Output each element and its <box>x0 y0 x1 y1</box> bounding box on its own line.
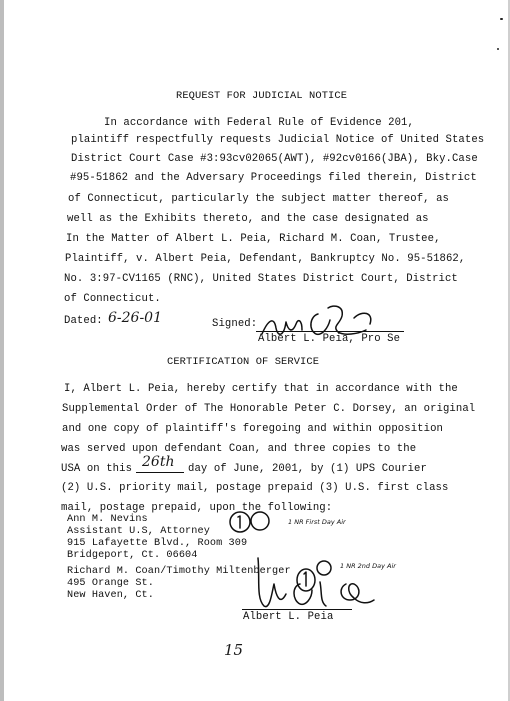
paragraph-line: well as the Exhibits thereto, and the case designated as <box>67 213 429 225</box>
handwritten-delivery-note: 1 NR 2nd Day Air <box>340 562 396 570</box>
paragraph-line: No. 3:97-CV1165 (RNC), United States District Court, District <box>64 273 458 285</box>
recipient-line: 915 Lafayette Blvd., Room 309 <box>67 538 248 549</box>
recipient-line: Assistant U.S, Attorney <box>67 526 210 537</box>
handwritten-day: 26th <box>142 454 175 470</box>
handwritten-date: 6-26-01 <box>108 310 162 326</box>
certification-line: Supplemental Order of The Honorable Peter C. Dorsey, an original <box>62 403 476 415</box>
certification-line-end: day of June, 2001, by (1) UPS Courier <box>188 463 427 475</box>
recipient-line: Richard M. Coan/Timothy Miltenberger <box>67 566 291 577</box>
paragraph-line: of Connecticut, particularly the subject matter thereof, as <box>68 193 449 205</box>
certification-line: (2) U.S. priority mail, postage prepaid (3) U.S. first class <box>61 482 449 494</box>
scan-speck <box>497 48 499 50</box>
day-blank-line <box>136 472 184 473</box>
certification-line: I, Albert L. Peia, hereby certify that in accordance with the <box>64 383 458 395</box>
paragraph-line: #95-51862 and the Adversary Proceedings filed therein, District <box>70 172 477 184</box>
dated-label: Dated: <box>64 315 103 327</box>
paragraph-line: In accordance with Federal Rule of Evidence 201, <box>104 117 414 129</box>
signer-name: Albert L. Peia <box>243 611 334 623</box>
signature-mark <box>250 548 380 618</box>
delivery-annotation-mark <box>226 508 286 538</box>
scan-speck <box>500 18 503 20</box>
recipient-line: New Haven, Ct. <box>67 590 154 601</box>
page-number: 15 <box>224 641 244 659</box>
certification-line: was served upon defendant Coan, and three copies to the <box>61 443 417 455</box>
recipient-line: Bridgeport, Ct. 06604 <box>67 550 198 561</box>
paragraph-line: Plaintiff, v. Albert Peia, Defendant, Bankruptcy No. 95-51862, <box>65 253 466 265</box>
signer-name-pro-se: Albert L. Peia, Pro Se <box>258 333 401 345</box>
certification-title: CERTIFICATION OF SERVICE <box>167 356 320 368</box>
recipient-line: 495 Orange St. <box>67 578 154 589</box>
paragraph-line: of Connecticut. <box>64 293 161 305</box>
handwritten-delivery-note: 1 NR First Day Air <box>288 518 346 526</box>
certification-line: mail, postage prepaid, upon the following: <box>61 502 333 514</box>
paragraph-line: plaintiff respectfully requests Judicial Notice of United States <box>71 134 485 146</box>
certification-line-start: USA on this <box>61 463 133 475</box>
paragraph-line: District Court Case #3:93cv02065(AWT), #92cv0166(JBA), Bky.Case <box>71 153 478 165</box>
certification-line: and one copy of plaintiff's foregoing and within opposition <box>62 423 443 435</box>
signed-label: Signed: <box>212 318 258 330</box>
document-title: REQUEST FOR JUDICIAL NOTICE <box>176 90 348 102</box>
signature-line <box>242 609 352 610</box>
recipient-line: Ann M. Nevins <box>67 514 148 525</box>
paragraph-line: In the Matter of Albert L. Peia, Richard M. Coan, Trustee, <box>66 233 441 245</box>
scan-edge-left <box>0 0 4 701</box>
